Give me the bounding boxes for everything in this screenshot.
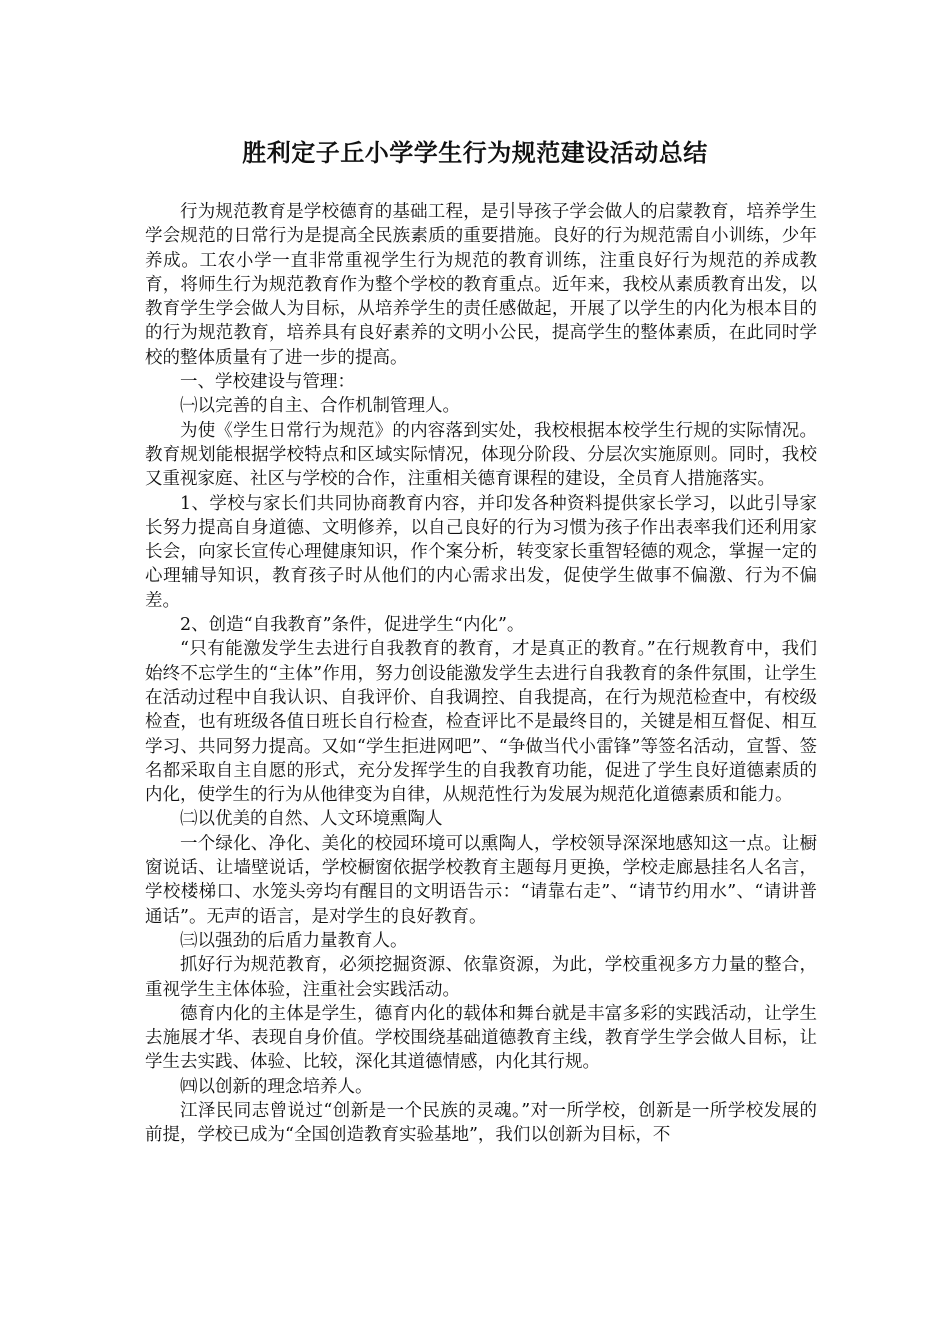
document-body (145, 200, 817, 1148)
subsection-heading-4: ㈣以创新的理念培养人。 (180, 1076, 373, 1097)
document-title: 胜利定子丘小学学生行为规范建设活动总结 (242, 139, 708, 167)
paragraph-item-1: 1、学校与家长们共同协商教育内容，并印发各种资料提供家长学习，以此引导家长努力提高自身道德、文明修养，以自己良好的行为习惯为孩子作出表率我们还利用家长会，向家长宣传心理健康知识，作个案分析，转变家长重智轻德的观念，掌握一定的心理辅导知识，教育孩子时从他们的内心需求出发，促使学生做事不偏激、行为不偏差。 (145, 493, 817, 611)
paragraph-intro: 行为规范教育是学校德育的基础工程，是引导孩子学会做人的启蒙教育，培养学生学会规范的日常行为是提高全民族素质的重要措施。良好的行为规范需自小训练，少年养成。工农小学一直非常重视学生行为规范的教育训练，注重良好行为规范的养成教育，将师生行为规范教育作为整个学校的教育重点。近年来，我校从素质教育出发，以教育学生学会做人为目标，从培养学生的责任感做起，开展了以学生的内化为根本目的的行为规范教育，培养具有良好素养的文明小公民，提高学生的整体素质，在此同时学校的整体质量有了进一步的提高。 (145, 202, 817, 368)
paragraph: 抓好行为规范教育，必须挖掘资源、依靠资源，为此，学校重视多方力量的整合，重视学生主体体验，注重社会实践活动。 (145, 955, 817, 1000)
paragraph: 为使《学生日常行为规范》的内容落到实处，我校根据本校学生行规的实际情况。教育规划能根据学校特点和区域实际情况，体现分阶段、分层次实施原则。同时，我校又重视家庭、社区与学校的合作，注重相关德育课程的建设，全员育人措施落实。 (145, 420, 817, 490)
subsection-heading-2: ㈡以优美的自然、人文环境熏陶人 (180, 809, 443, 830)
paragraph: 德育内化的主体是学生，德育内化的载体和舞台就是丰富多彩的实践活动，让学生去施展才华、表现自身价值。学校围绕基础道德教育主线，教育学生学会做人目标，让学生去实践、体验、比较，深化其道德情感，内化其行规。 (145, 1003, 817, 1073)
subsection-heading-3: ㈢以强劲的后盾力量教育人。 (180, 930, 408, 951)
section-heading-1: 一、学校建设与管理： (180, 372, 355, 393)
paragraph: 一个绿化、净化、美化的校园环境可以熏陶人，学校领导深深地感知这一点。让橱窗说话、让墙壁说话，学校橱窗依据学校教育主题每月更换，学校走廊悬挂名人名言，学校楼梯口、水笼头旁均有醒目的文明语告示：“请靠右走”、“请节约用水”、“请讲普通话”。无声的语言，是对学生的良好教育。 (145, 833, 817, 927)
paragraph-item-2: 2、创造“自我教育”条件，促进学生“内化”。 (180, 615, 525, 636)
paragraph: “只有能激发学生去进行自我教育的教育，才是真正的教育。”在行规教育中，我们始终不忘学生的“主体”作用，努力创设能激发学生去进行自我教育的条件氛围，让学生在活动过程中自我认识、自我评价、自我调控、自我提高，在行为规范检查中，有校级检查，也有班级各值日班长自行检查，检查评比不是最终目的，关键是相互督促、相互学习、共同努力提高。又如“学生拒进网吧”、“争做当代小雷锋”等签名活动，宣誓、签名都采取自主自愿的形式，充分发挥学生的自我教育功能，促进了学生良好道德素质的内化，使学生的行为从他律变为自律，从规范性行为发展为规范化道德素质和能力。 (145, 639, 817, 806)
subsection-heading-1: ㈠以完善的自主、合作机制管理人。 (180, 396, 460, 417)
paragraph: 江泽民同志曾说过“创新是一个民族的灵魂。”对一所学校，创新是一所学校发展的前提，学校已成为“全国创造教育实验基地”，我们以创新为目标，不 (145, 1100, 817, 1146)
